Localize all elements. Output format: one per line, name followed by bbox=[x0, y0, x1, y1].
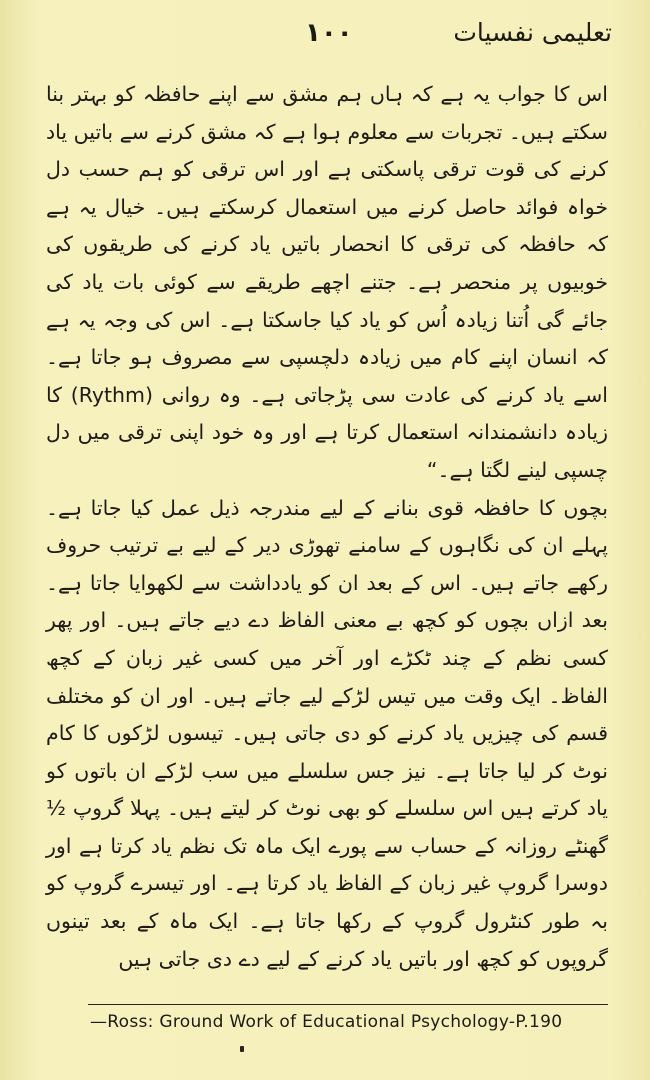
body-text bbox=[46, 76, 608, 978]
footnote-divider bbox=[88, 1004, 608, 1005]
running-title: تعلیمی نفسیات bbox=[453, 18, 612, 47]
footnote: —Ross: Ground Work of Educational Psychology-P.190 bbox=[90, 1012, 563, 1032]
page-mark bbox=[240, 1046, 244, 1052]
paragraph-1: اس کا جواب یہ ہے کہ ہاں ہم مشق سے اپنے حافظہ کو بہتر بنا سکتے ہیں۔ تجربات سے معلوم ہوا ہے کہ مشق کرنے سے باتیں یاد کرنے کی قوت ترقی پاسکتی ہے اور اس ترقی کو ہم حسب دل خواہ فوائد حاصل کرنے میں استعمال کرسکتے ہیں۔ خیال یہ ہے کہ حافظہ کی ترقی کا انحصار باتیں یاد کرنے کی طریقوں کی خوبیوں پر منحصر ہے۔ جتنے اچھے طریقے سے کوئی بات یاد کی جائے گی اُتنا زیادہ اُس کو یاد کیا جاسکتا ہے۔ اس کی وجہ یہ ہے کہ انسان اپنے کام میں زیادہ دلچسپی سے مصروف ہو جاتا ہے۔ اسے یاد کرنے کی عادت سی پڑجاتی ہے۔ وہ روانی (Rythm) کا زیادہ دانشمندانہ استعمال کرتا ہے اور وہ خود اپنی ترقی میں دل چسپی لینے لگتا ہے۔“ bbox=[46, 82, 608, 482]
page-number: ۱۰۰ bbox=[305, 18, 353, 48]
paragraph-2: بچوں کا حافظہ قوی بنانے کے لیے مندرجہ ذیل عمل کیا جاتا ہے۔ پہلے ان کی نگاہوں کے سامنے تھوڑی دیر کے لیے بے ترتیب حروف رکھے جاتے ہیں۔ اس کے بعد ان کو یادداشت سے لکھوایا جاتا ہے۔ بعد ازاں بچوں کو کچھ بے معنی الفاظ دے دیے جاتے ہیں۔ اور پھر کسی نظم کے چند ٹکڑے اور آخر میں کسی غیر زبان کے کچھ الفاظ۔ ایک وقت میں تیس لڑکے لیے جاتے ہیں۔ اور ان کو مختلف قسم کی چیزیں یاد کرنے کو دی جاتی ہیں۔ تیسوں لڑکوں کا کام نوٹ کر لیا جاتا ہے۔ نیز جس سلسلے میں سب لڑکے ان باتوں کو یاد کرتے ہیں اس سلسلے کو بھی نوٹ کر لیتے ہیں۔ پہلا گروپ ½ گھنٹے روزانہ کے حساب سے پورے ایک ماہ تک نظم یاد کرتا ہے اور دوسرا گروپ غیر زبان کے الفاظ یاد کرتا ہے۔ اور تیسرے گروپ کو بہ طور کنٹرول گروپ کے رکھا جاتا ہے۔ ایک ماہ کے بعد تینوں گروپوں کو کچھ اور باتیں یاد کرنے کے لیے دے دی جاتی ہیں bbox=[46, 495, 608, 971]
page-header bbox=[0, 18, 650, 62]
